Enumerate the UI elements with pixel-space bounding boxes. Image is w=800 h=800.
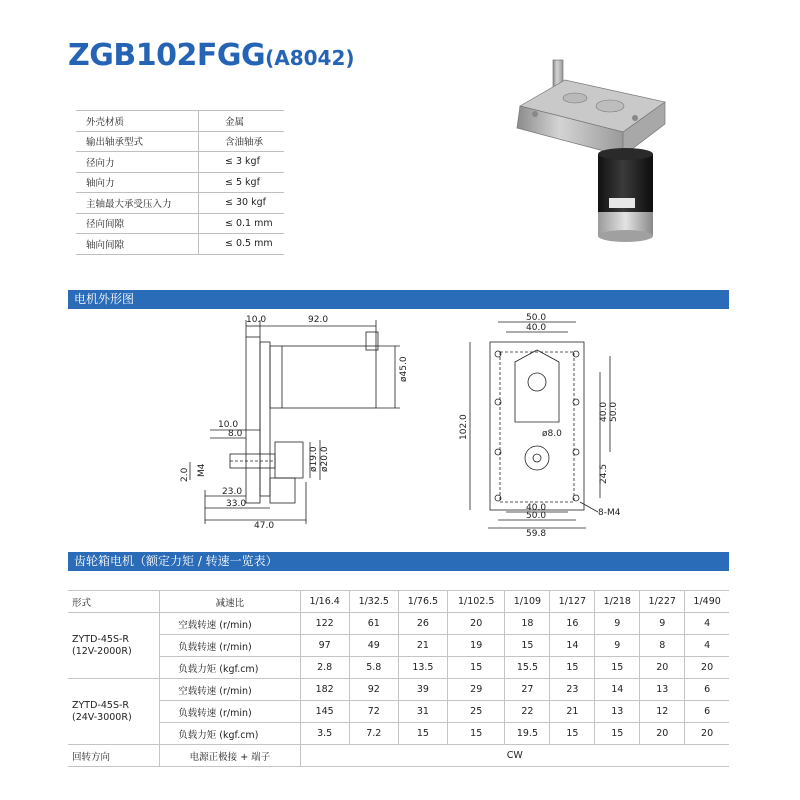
spec-row xyxy=(76,111,284,132)
row-label: 负载转速 (r/min) xyxy=(160,701,300,723)
value-cell: 13 xyxy=(640,679,685,701)
spec-value: ≤ 5 kgf xyxy=(199,172,285,193)
value-cell: 9 xyxy=(595,613,640,635)
table-row xyxy=(68,679,729,701)
dim-front-50-bottom: 50.0 xyxy=(526,511,547,521)
spec-value: ≤ 3 kgf xyxy=(199,152,285,173)
value-cell: 8 xyxy=(640,635,685,657)
value-cell: 15 xyxy=(595,723,640,745)
header-ratio: 1/102.5 xyxy=(447,591,505,613)
spec-label: 轴向间隙 xyxy=(76,234,199,255)
value-cell: 7.2 xyxy=(349,723,398,745)
spec-value: 含油轴承 xyxy=(199,131,285,152)
dim-front-50-top: 50.0 xyxy=(526,313,547,323)
model-cell xyxy=(68,613,160,679)
spec-row xyxy=(76,152,284,173)
rotation-row xyxy=(68,745,729,767)
spec-value: ≤ 0.5 mm xyxy=(199,234,285,255)
spec-row xyxy=(76,172,284,193)
dim-front-40-top: 40.0 xyxy=(526,323,547,333)
value-cell: 4 xyxy=(685,613,729,635)
value-cell: 39 xyxy=(398,679,447,701)
spec-value: 金属 xyxy=(199,111,285,132)
header-ratio: 1/218 xyxy=(595,591,640,613)
value-cell: 72 xyxy=(349,701,398,723)
table-header-row xyxy=(68,591,729,613)
value-cell: 16 xyxy=(550,613,595,635)
value-cell: 97 xyxy=(300,635,349,657)
dim-front-40-bottom: 40.0 xyxy=(526,503,547,513)
table-row xyxy=(68,635,729,657)
value-cell: 15.5 xyxy=(505,657,550,679)
model-line-1: ZYTD-45S-R xyxy=(72,633,130,645)
dimension-drawing xyxy=(170,312,640,537)
dim-front-50-right: 50.0 xyxy=(609,401,619,422)
spec-value: ≤ 30 kgf xyxy=(199,193,285,214)
rotation-condition: 电源正极接 + 端子 xyxy=(160,745,300,767)
row-label: 负载力矩 (kgf.cm) xyxy=(160,657,300,679)
dim-front-m4: 8-M4 xyxy=(598,508,621,518)
value-cell: 19.5 xyxy=(505,723,550,745)
value-cell: 15 xyxy=(447,723,505,745)
dim-side-19: ø19.0 xyxy=(309,446,319,472)
dim-front-59-8: 59.8 xyxy=(526,529,547,537)
row-label: 空载转速 (r/min) xyxy=(160,679,300,701)
value-cell: 20 xyxy=(685,723,729,745)
value-cell: 6 xyxy=(685,701,729,723)
value-cell: 20 xyxy=(447,613,505,635)
value-cell: 14 xyxy=(550,635,595,657)
value-cell: 31 xyxy=(398,701,447,723)
spec-label: 轴向力 xyxy=(76,172,199,193)
spec-row xyxy=(76,193,284,214)
dim-front-24-5: 24.5 xyxy=(599,463,609,484)
value-cell: 92 xyxy=(349,679,398,701)
table-row xyxy=(68,723,729,745)
value-cell: 15 xyxy=(550,723,595,745)
value-cell: 15 xyxy=(447,657,505,679)
spec-label: 输出轴承型式 xyxy=(76,131,199,152)
model-line-2: (24V-3000R) xyxy=(72,711,132,723)
header-ratio: 1/16.4 xyxy=(300,591,349,613)
value-cell: 49 xyxy=(349,635,398,657)
value-cell: 20 xyxy=(640,723,685,745)
dim-side-23: 23.0 xyxy=(222,487,243,497)
value-cell: 14 xyxy=(595,679,640,701)
product-photo xyxy=(505,58,680,248)
header-ratio: 1/490 xyxy=(685,591,729,613)
model-line-2: (12V-2000R) xyxy=(72,645,132,657)
value-cell: 15 xyxy=(398,723,447,745)
value-cell: 5.8 xyxy=(349,657,398,679)
value-cell: 27 xyxy=(505,679,550,701)
value-cell: 9 xyxy=(640,613,685,635)
spec-label: 外壳材质 xyxy=(76,111,199,132)
value-cell: 21 xyxy=(398,635,447,657)
value-cell: 22 xyxy=(505,701,550,723)
spec-label: 主轴最大承受压入力 xyxy=(76,193,199,214)
section-header-drawing: 电机外形图 xyxy=(68,290,729,309)
side-view xyxy=(180,315,409,531)
header-ratio: 1/76.5 xyxy=(398,591,447,613)
header-model: 形式 xyxy=(68,591,160,613)
page-title xyxy=(68,38,355,73)
header-ratio: 1/127 xyxy=(550,591,595,613)
table-row xyxy=(68,701,729,723)
header-ratio: 1/109 xyxy=(505,591,550,613)
value-cell: 13.5 xyxy=(398,657,447,679)
rotation-label: 回转方向 xyxy=(68,745,160,767)
front-view xyxy=(459,313,621,537)
dim-side-2: 2.0 xyxy=(180,467,190,482)
value-cell: 182 xyxy=(300,679,349,701)
value-cell: 29 xyxy=(447,679,505,701)
table-row xyxy=(68,613,729,635)
rotation-value: CW xyxy=(300,745,729,767)
dim-front-102: 102.0 xyxy=(459,414,469,440)
table-row xyxy=(68,657,729,679)
value-cell: 15 xyxy=(550,657,595,679)
spec-row xyxy=(76,131,284,152)
dim-side-10b: 10.0 xyxy=(218,420,239,430)
dim-side-m4: M4 xyxy=(197,463,207,477)
value-cell: 12 xyxy=(640,701,685,723)
dim-side-92: 92.0 xyxy=(308,315,329,325)
model-cell xyxy=(68,679,160,745)
value-cell: 2.8 xyxy=(300,657,349,679)
value-cell: 15 xyxy=(505,635,550,657)
spec-value: ≤ 0.1 mm xyxy=(199,213,285,234)
value-cell: 9 xyxy=(595,635,640,657)
value-cell: 23 xyxy=(550,679,595,701)
value-cell: 20 xyxy=(640,657,685,679)
model-name: ZGB102FGG xyxy=(68,38,266,73)
value-cell: 25 xyxy=(447,701,505,723)
dim-side-10: 10.0 xyxy=(246,315,267,325)
row-label: 负载力矩 (kgf.cm) xyxy=(160,723,300,745)
row-label: 空载转速 (r/min) xyxy=(160,613,300,635)
spec-row xyxy=(76,213,284,234)
spec-row xyxy=(76,234,284,255)
dim-side-8: 8.0 xyxy=(228,429,243,439)
value-cell: 145 xyxy=(300,701,349,723)
header-ratio-label: 减速比 xyxy=(160,591,300,613)
value-cell: 3.5 xyxy=(300,723,349,745)
dim-side-47: 47.0 xyxy=(254,521,275,531)
header-ratio: 1/227 xyxy=(640,591,685,613)
spec-label: 径向力 xyxy=(76,152,199,173)
dim-front-8: ø8.0 xyxy=(542,429,562,439)
value-cell: 13 xyxy=(595,701,640,723)
value-cell: 15 xyxy=(595,657,640,679)
value-cell: 21 xyxy=(550,701,595,723)
model-code: (A8042) xyxy=(265,46,355,70)
spec-label: 径向间隙 xyxy=(76,213,199,234)
dim-side-20: ø20.0 xyxy=(320,446,330,472)
value-cell: 6 xyxy=(685,679,729,701)
dim-side-45: ø45.0 xyxy=(399,356,409,382)
spec-table xyxy=(76,110,284,255)
dim-front-40-right: 40.0 xyxy=(599,401,609,422)
performance-table xyxy=(68,590,729,767)
row-label: 负载转速 (r/min) xyxy=(160,635,300,657)
dim-side-33: 33.0 xyxy=(226,499,247,509)
header-ratio: 1/32.5 xyxy=(349,591,398,613)
section-header-table: 齿轮箱电机（额定力矩 / 转速一览表） xyxy=(68,552,729,571)
value-cell: 122 xyxy=(300,613,349,635)
value-cell: 26 xyxy=(398,613,447,635)
value-cell: 19 xyxy=(447,635,505,657)
value-cell: 4 xyxy=(685,635,729,657)
value-cell: 20 xyxy=(685,657,729,679)
model-line-1: ZYTD-45S-R xyxy=(72,699,130,711)
value-cell: 61 xyxy=(349,613,398,635)
value-cell: 18 xyxy=(505,613,550,635)
